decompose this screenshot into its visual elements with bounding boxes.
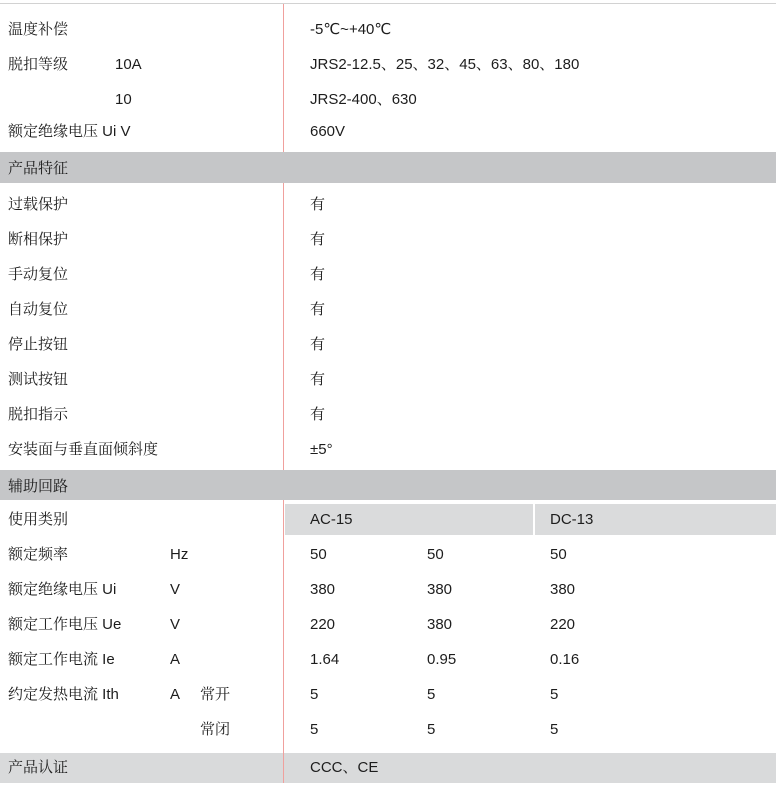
row-value: 5 <box>310 721 319 738</box>
row-label: 额定工作电压 Ue <box>8 616 122 633</box>
table-row <box>0 720 776 740</box>
row-value: 有 <box>310 301 326 318</box>
table-row <box>0 265 776 285</box>
table-row <box>0 230 776 250</box>
row-value: 5 <box>550 686 559 703</box>
category-label: AC-15 <box>310 511 353 528</box>
row-value: -5℃~+40℃ <box>310 21 392 38</box>
table-row <box>0 55 776 75</box>
table-row <box>0 545 776 565</box>
row-value: 有 <box>310 231 326 248</box>
row-label: 额定绝缘电压 Ui V <box>8 123 131 140</box>
row-unit: V <box>170 581 181 598</box>
row-sublabel: 10A <box>115 56 142 73</box>
row-value: 660V <box>310 123 346 140</box>
row-label: 自动复位 <box>8 301 69 318</box>
table-row <box>0 580 776 600</box>
row-value: ±5° <box>310 441 333 458</box>
row-unit: Hz <box>170 546 189 563</box>
row-value: 5 <box>310 686 319 703</box>
row-label: 约定发热电流 Ith <box>8 686 119 703</box>
row-value: 5 <box>427 721 436 738</box>
table-row <box>0 685 776 705</box>
row-value: 有 <box>310 371 326 388</box>
table-row <box>0 335 776 355</box>
row-label: 安装面与垂直面倾斜度 <box>8 441 159 458</box>
row-label: 温度补偿 <box>8 21 69 38</box>
row-value: 380 <box>310 581 336 598</box>
row-label: 脱扣指示 <box>8 406 69 423</box>
row-label: 断相保护 <box>8 231 69 248</box>
section-title: 辅助回路 <box>8 477 69 495</box>
table-row <box>0 510 776 530</box>
row-value: 220 <box>310 616 336 633</box>
row-value: 50 <box>550 546 567 563</box>
table-top-border <box>0 3 776 4</box>
table-row <box>0 650 776 670</box>
row-value: 5 <box>427 686 436 703</box>
row-value: 1.64 <box>310 651 340 668</box>
row-value: 380 <box>427 616 453 633</box>
certification-value: CCC、CE <box>310 759 379 776</box>
certification-label: 产品认证 <box>8 759 69 776</box>
table-row <box>0 440 776 460</box>
row-label: 过载保护 <box>8 196 69 213</box>
row-label: 额定工作电流 Ie <box>8 651 115 668</box>
table-row <box>0 122 776 142</box>
row-label: 使用类别 <box>8 511 69 528</box>
row-value: 有 <box>310 336 326 353</box>
section-title: 产品特征 <box>8 160 69 177</box>
row-sublabel: 10 <box>115 91 132 108</box>
table-row <box>0 615 776 635</box>
table-row <box>0 370 776 390</box>
row-unit: A <box>170 686 181 703</box>
table-row <box>0 758 776 778</box>
row-value: 0.16 <box>550 651 580 668</box>
row-value: 380 <box>427 581 453 598</box>
row-label: 测试按钮 <box>8 371 69 388</box>
row-value: JRS2-400、630 <box>310 91 417 108</box>
row-label: 额定频率 <box>8 546 69 563</box>
row-value: 50 <box>310 546 327 563</box>
row-label: 手动复位 <box>8 266 69 283</box>
row-value: 220 <box>550 616 576 633</box>
row-value: 有 <box>310 406 326 423</box>
row-label: 停止按钮 <box>8 336 69 353</box>
section-header-auxiliary <box>0 470 776 500</box>
table-row <box>0 195 776 215</box>
row-value: 50 <box>427 546 444 563</box>
row-sublabel: 常开 <box>200 686 231 703</box>
table-row <box>0 300 776 320</box>
row-value: 0.95 <box>427 651 457 668</box>
table-row <box>0 405 776 425</box>
row-unit: A <box>170 651 181 668</box>
row-value: 有 <box>310 266 326 283</box>
row-label: 脱扣等级 <box>8 56 69 73</box>
row-label: 额定绝缘电压 Ui <box>8 581 117 598</box>
row-value: 5 <box>550 721 559 738</box>
table-row <box>0 90 776 110</box>
row-sublabel: 常闭 <box>200 721 231 738</box>
category-label: DC-13 <box>550 511 594 528</box>
row-value: JRS2-12.5、25、32、45、63、80、180 <box>310 56 580 73</box>
row-value: 380 <box>550 581 576 598</box>
row-unit: V <box>170 616 181 633</box>
row-value: 有 <box>310 196 326 213</box>
table-row <box>0 20 776 40</box>
section-header-features <box>0 152 776 183</box>
